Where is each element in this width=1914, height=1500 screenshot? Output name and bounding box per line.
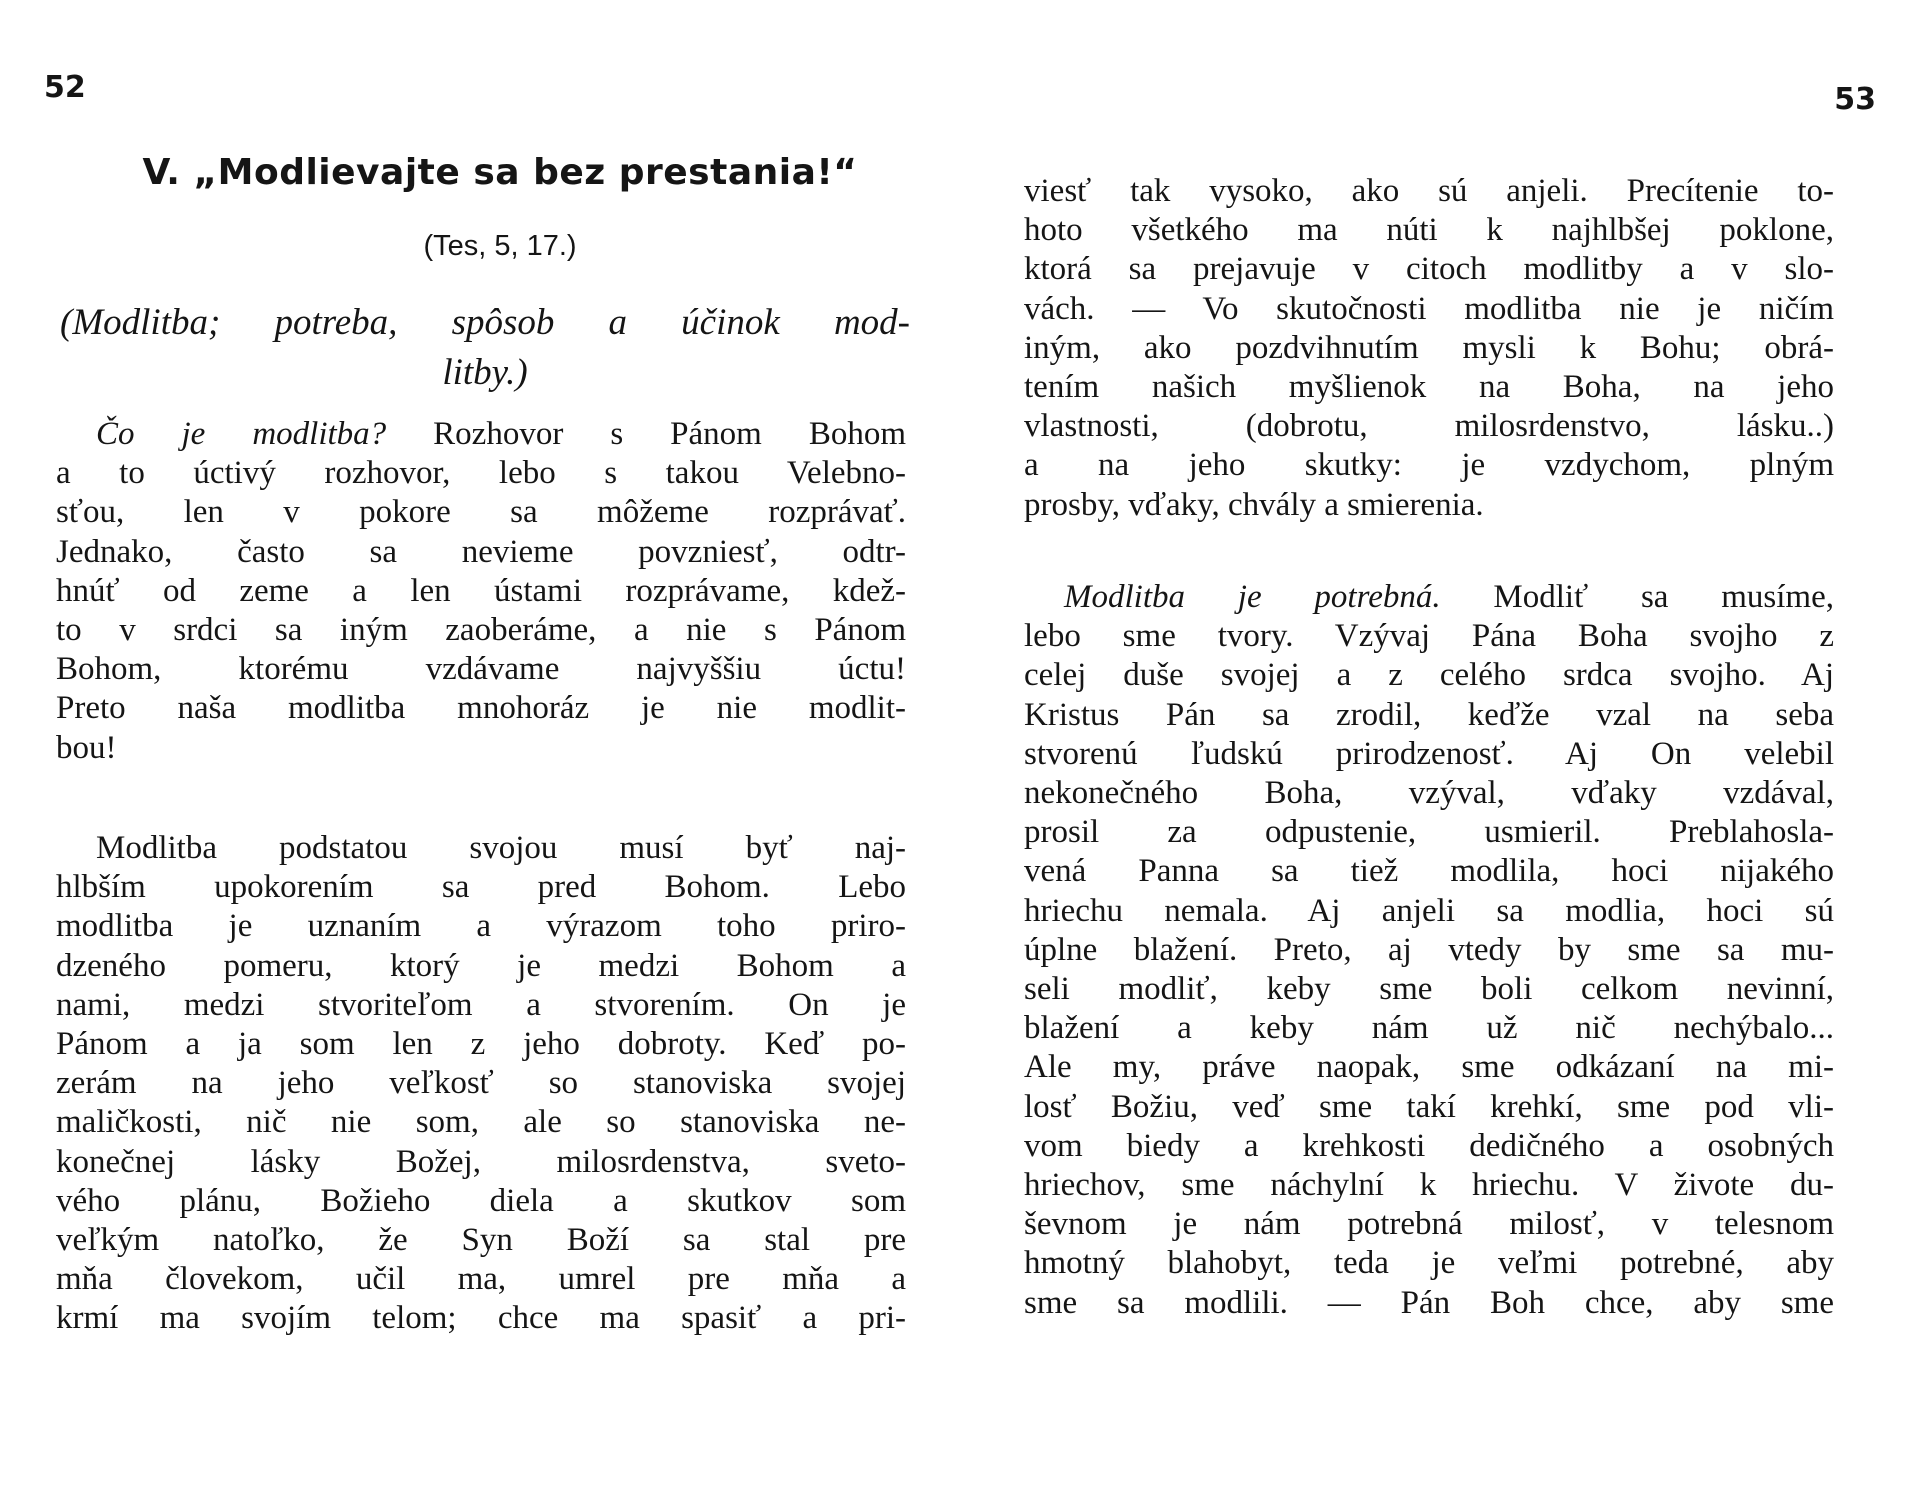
line-text: Modliť sa musíme, [1440, 579, 1834, 615]
paragraph-line: vého plánu, Božieho diela a skutkov som [56, 1182, 906, 1219]
paragraph-line: vách. — Vo skutočnosti modlitba nie je ničím [1024, 290, 1834, 327]
lead-phrase: Čo je modlitba? [96, 416, 387, 452]
chapter-heading: V. „Modlievajte sa bez prestania!“ [142, 152, 858, 193]
line-text: Rozhovor s Pánom Bohom [386, 416, 906, 452]
page-number: 53 [1834, 82, 1876, 117]
right-page [957, 0, 1914, 1500]
paragraph-line: stvorenú ľudskú prirodzenosť. Aj On velebil [1024, 735, 1834, 772]
scripture-reference: (Tes, 5, 17.) [423, 230, 577, 262]
paragraph-line: to v srdci sa iným zaoberáme, a nie s Pánom [56, 612, 906, 649]
paragraph-line: viesť tak vysoko, ako sú anjeli. Precítenie to- [1024, 173, 1834, 209]
paragraph-line: Pánom a ja som len z jeho dobroty. Keď po- [56, 1026, 906, 1063]
paragraph-line: bou! [56, 729, 117, 766]
paragraph-line: lebo sme tvory. Vzývaj Pána Boha svojho z [1024, 618, 1834, 655]
paragraph-line: Jednako, často sa nevieme povzniesť, odtr- [56, 533, 906, 570]
summary-line: (Modlitba; potreba, spôsob a účinok mod- [60, 302, 910, 343]
paragraph-line: Kristus Pán sa zrodil, keďže vzal na seba [1024, 696, 1834, 733]
paragraph-line: maličkosti, nič nie som, ale so stanoviska ne- [56, 1104, 906, 1141]
paragraph-line: nekonečného Boha, vzýval, vďaky vzdával, [1024, 775, 1834, 812]
paragraph-line: celej duše svojej a z celého srdca svojho. Aj [1024, 657, 1834, 694]
paragraph-line: hoto všetkého ma núti k najhlbšej poklone, [1024, 212, 1834, 249]
paragraph [56, 415, 906, 768]
paragraph-line: seli modliť, keby sme boli celkom nevinní, [1024, 971, 1834, 1008]
paragraph-line: veľkým natoľko, že Syn Boží sa stal pre [56, 1222, 906, 1259]
paragraph-line: hmotný blahobyt, teda je veľmi potrebné, aby [1024, 1245, 1834, 1282]
lead-phrase: Modlitba je potrebná. [1064, 579, 1441, 615]
paragraph-line: Preto naša modlitba mnohoráz je nie modlit- [56, 690, 906, 727]
page-number: 52 [44, 70, 86, 105]
paragraph-line: dzeného pomeru, ktorý je medzi Bohom a [56, 947, 906, 984]
paragraph-line: konečnej lásky Božej, milosrdenstva, sveto- [56, 1143, 906, 1180]
paragraph-line: blažení a keby nám už nič nechýbalo... [1024, 1010, 1834, 1047]
summary-line: litby.) [442, 352, 528, 393]
paragraph-line: modlitba je uznaním a výrazom toho priro- [56, 908, 906, 945]
paragraph-line: a to úctivý rozhovor, lebo s takou Velebno- [56, 455, 906, 492]
paragraph-line: mňa človekom, učil ma, umrel pre mňa a [56, 1261, 906, 1298]
paragraph-line: Bohom, ktorému vzdávame najvyššiu úctu! [56, 651, 906, 688]
paragraph-line: prosil za odpustenie, usmieril. Preblahosla- [1024, 814, 1834, 851]
paragraph-line: hriechov, sme náchylní k hriechu. V živote du- [1024, 1167, 1834, 1204]
paragraph-line: a na jeho skutky: je vzdychom, plným [1024, 447, 1834, 484]
paragraph-line: hnúť od zeme a len ústami rozprávame, kdež- [56, 572, 906, 609]
paragraph [1024, 172, 1834, 525]
paragraph-line: krmí ma svojím telom; chce ma spasiť a pri- [56, 1300, 906, 1337]
paragraph-line: prosby, vďaky, chvály a smierenia. [1024, 486, 1484, 523]
paragraph-line: sťou, len v pokore sa môžeme rozprávať. [56, 494, 906, 531]
paragraph-line: vom biedy a krehkosti dedičného a osobných [1024, 1127, 1834, 1164]
paragraph-line: vená Panna sa tiež modlila, hoci nijakého [1024, 853, 1834, 890]
chapter-summary [60, 298, 910, 398]
paragraph-line: zerám na jeho veľkosť so stanoviska svojej [56, 1065, 906, 1102]
paragraph [56, 829, 906, 1339]
paragraph [1024, 578, 1834, 1323]
paragraph-line: hriechu nemala. Aj anjeli sa modlia, hoci sú [1024, 892, 1834, 929]
paragraph-line: iným, ako pozdvihnutím mysli k Bohu; obrá- [1024, 329, 1834, 366]
paragraph-line: Modlitba podstatou svojou musí byť naj- [96, 830, 906, 866]
paragraph-line: tením našich myšlienok na Boha, na jeho [1024, 369, 1834, 406]
paragraph-line [56, 415, 906, 454]
paragraph-line: Ale my, práve naopak, sme odkázaní na mi- [1024, 1049, 1834, 1086]
paragraph-line: ktorá sa prejavuje v citoch modlitby a v slo- [1024, 251, 1834, 288]
paragraph-line: sme sa modlili. — Pán Boh chce, aby sme [1024, 1284, 1834, 1321]
paragraph-line: nami, medzi stvoriteľom a stvorením. On je [56, 986, 906, 1023]
paragraph-line: vlastnosti, (dobrotu, milosrdenstvo, lásku..) [1024, 408, 1834, 445]
paragraph-line: hlbším upokorením sa pred Bohom. Lebo [56, 869, 906, 906]
paragraph-line [1024, 578, 1834, 617]
paragraph-line: úplne blažení. Preto, aj vtedy by sme sa mu- [1024, 931, 1834, 968]
paragraph-line: losť Božiu, veď sme takí krehkí, sme pod vli- [1024, 1088, 1834, 1125]
paragraph-line: ševnom je nám potrebná milosť, v telesnom [1024, 1206, 1834, 1243]
